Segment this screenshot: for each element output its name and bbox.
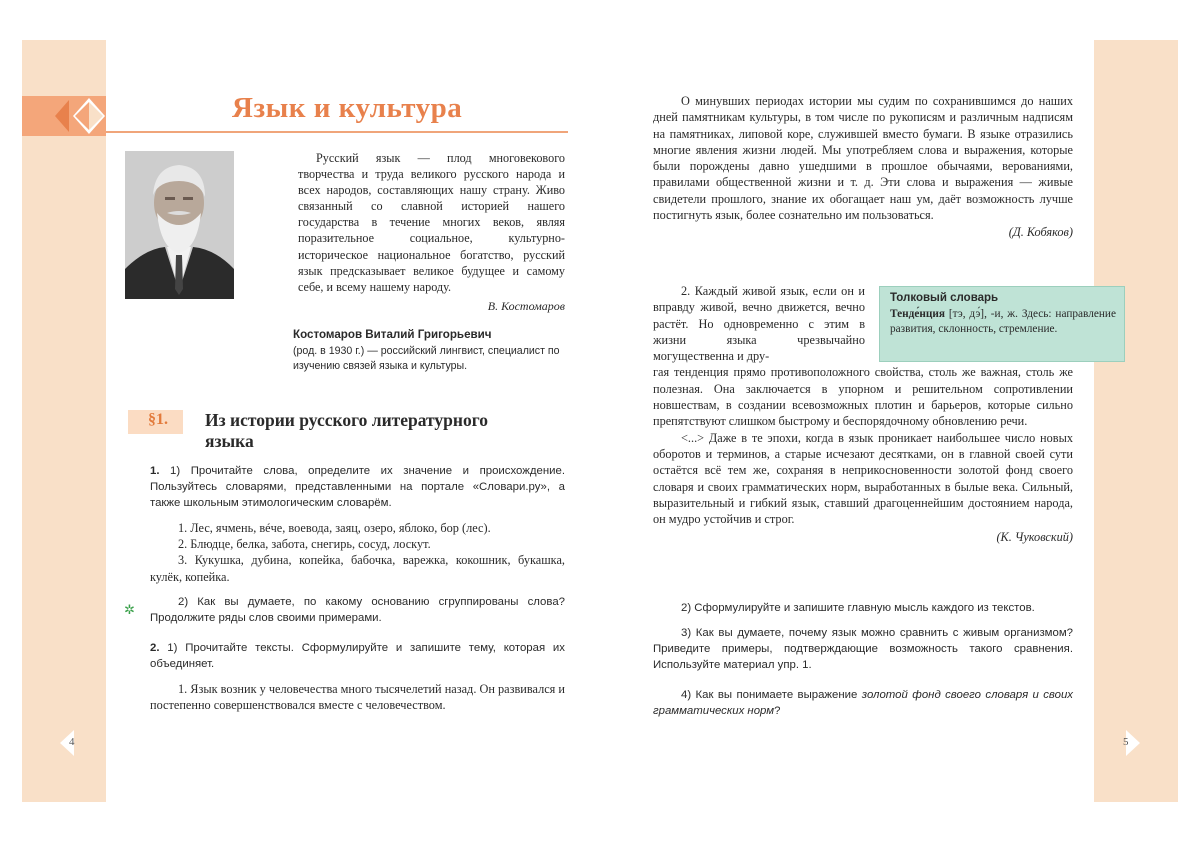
bio-text: (род. в 1930 г.) — российский лингвист, специалист по изучению связей языка и культуры. xyxy=(293,344,565,373)
quote-text: Русский язык — плод многовекового творчества и труда великого русского народа и всех народов, составляющих нашу страну. Живо связанный со славной историей нашего государства в течение многих веков, являя поразительное социальное, культурно-историческое национальное богатство, русский язык предсказывает великое будущее и самому себе, и всему нашему народу. xyxy=(298,150,565,295)
chukovsky-text xyxy=(653,283,1073,546)
quote-author: В. Костомаров xyxy=(298,298,565,314)
bio-name: Костомаров Виталий Григорьевич xyxy=(293,328,565,342)
question-4: 4) Как вы понимаете выражение золотой фонд своего словаря и своих грамматических норм? xyxy=(653,687,1073,719)
page-title: Язык и культура xyxy=(232,92,462,125)
left-page-arrow-icon xyxy=(60,728,106,758)
left-margin-strip xyxy=(22,40,106,802)
section-title: Из истории русского литературного языка xyxy=(205,410,505,452)
right-margin-strip xyxy=(1094,40,1178,802)
diamond-ornament-icon xyxy=(55,96,107,136)
dictionary-definition: [тэ, дэ́], -и, ж. Здесь: направление развития, склонность, стремление. xyxy=(890,308,1116,335)
page-number-right: 5 xyxy=(1123,736,1129,748)
exercise-2-text-1: 1. Язык возник у человечества много тысячелетий назад. Он развивался и постепенно совершенствовался вместе с человечеством. xyxy=(150,681,565,713)
question-2: 2) Сформулируйте и запишите главную мысль каждого из текстов. xyxy=(653,600,1073,616)
right-questions xyxy=(653,600,1073,719)
kobyakov-author: (Д. Кобяков) xyxy=(653,225,1073,240)
chukovsky-narrow-part: 2. Каждый живой язык, если он и вправду живой, вечно движется, вечно растёт. Но одновременно с этим в жизни языка чрезвычайно могущественна и дру- xyxy=(653,283,865,364)
exercise-2-task-1: 2. 1) Прочитайте тексты. Сформулируйте и запишите тему, которая их объединяет. xyxy=(150,640,565,672)
section-number: §1. xyxy=(148,411,168,429)
page-number-left: 4 xyxy=(69,736,75,748)
dictionary-title: Толковый словарь xyxy=(890,292,1116,304)
left-column-exercises xyxy=(150,463,565,713)
exercise-1-word-group-3: 3. Кукушка, дубина, копейка, бабочка, варежка, кокошник, букашка, кулёк, копейка. xyxy=(150,552,565,584)
dictionary-term: Тенде́нция xyxy=(890,308,945,320)
question-3: 3) Как вы думаете, почему язык можно сравнить с живым организмом? Приведите примеры, подтверждающие возможность такого сравнения. Используйте материал упр. 1. xyxy=(653,625,1073,673)
chukovsky-author: (К. Чуковский) xyxy=(653,529,1073,545)
exercise-1-task-1: 1. 1) Прочитайте слова, определите их значение и происхождение. Пользуйтесь словарями, представленными на портале «Словари.ру», а также школьным этимологическим словарём. xyxy=(150,463,565,511)
exercise-1-word-group-1: 1. Лес, ячмень, вéче, воевода, заяц, озеро, яблоко, бор (лес). xyxy=(150,520,565,536)
right-page-arrow-icon xyxy=(1094,728,1140,758)
author-portrait xyxy=(125,151,234,299)
star-icon: ✲ xyxy=(124,602,135,618)
chukovsky-paragraph-2: <...> Даже в те эпохи, когда в язык проникает наибольшее число новых оборотов и терминов, а старые исчезают десятками, он в главной своей сути остаётся всё тем же, сохраняя в неприкосновенности золотой фонд своего словаря и своих грамматических норм, выработанных в былые века. Сильный, выразительный и гибкий язык, ставший драгоценнейшим достоянием народа, он мудро устойчив и строг. xyxy=(653,430,1073,528)
kobyakov-text: О минувших периодах истории мы судим по сохранившимся до наших дней памятникам культуры, в том числе по рукописям и различным надписям на памятниках, липовой коре, служившей вместо бумаги. В языке отразились многие явления жизни людей. Мы употребляем слова и выражения, которые были порождены давно ушедшими в прошлое обычаями, верованиями, правилами общественной жизни и т. д. Эти слова и выражения — живые свидетели прошлого, знание их обогащает наш ум, даёт возможность лучше постигнуть язык, более сознательно им пользоваться. xyxy=(653,93,1073,223)
exercise-1-word-group-2: 2. Блюдце, белка, забота, снегирь, сосуд, лоскут. xyxy=(150,536,565,552)
title-underline xyxy=(106,131,568,133)
kostomarov-quote xyxy=(298,150,565,314)
author-bio xyxy=(293,328,565,373)
exercise-2-number: 2. xyxy=(150,642,160,654)
chukovsky-wide-part: гая тенденция прямо противоположного свойства, столь же важная, столь же полезная. Она заключается в упорном и решительном сопротивлении новшествам, в создании всевозможных плотин и барьеров, которые сильно препятствуют слишком быстрому и беспорядочному обновлению речи. xyxy=(653,364,1073,429)
exercise-1-number: 1. xyxy=(150,465,160,477)
exercise-1-task-2: 2) Как вы думаете, по какому основанию сгруппированы слова? Продолжите ряды слов своими примерами. xyxy=(150,594,565,626)
kobyakov-quote xyxy=(653,93,1073,240)
